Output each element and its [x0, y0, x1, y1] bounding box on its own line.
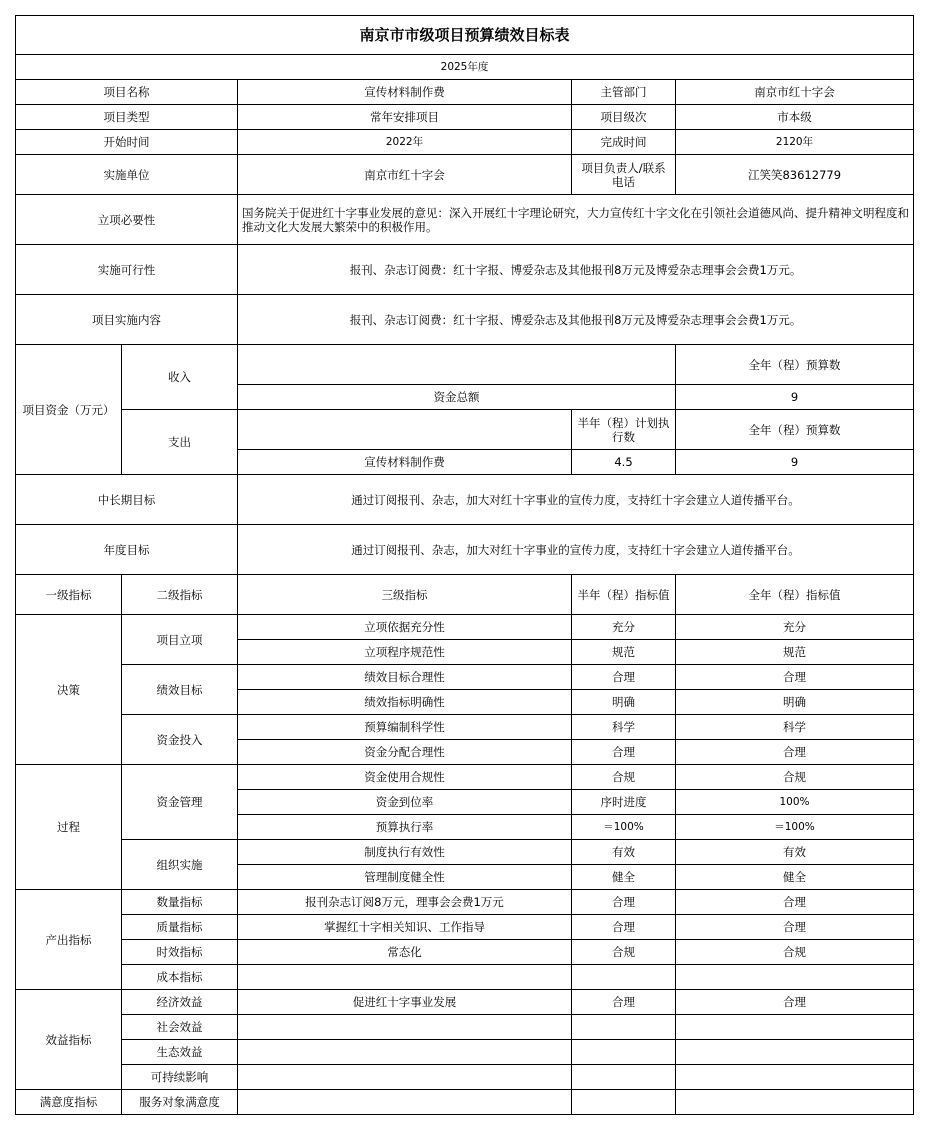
half-value [572, 1090, 676, 1115]
start-time-label: 开始时间 [16, 130, 238, 155]
expense-item: 宣传材料制作费 [238, 450, 572, 475]
income-label: 收入 [122, 345, 238, 410]
l3-cell [238, 1040, 572, 1065]
full-value: 合规 [676, 940, 914, 965]
l2-quantity: 数量指标 [122, 890, 238, 915]
l3-cell [238, 1090, 572, 1115]
full-value: 合理 [676, 990, 914, 1015]
start-time: 2022年 [238, 130, 572, 155]
l2-fund-management: 资金管理 [122, 765, 238, 840]
full-value: 科学 [676, 715, 914, 740]
l2-fund-input: 资金投入 [122, 715, 238, 765]
half-value: 合理 [572, 665, 676, 690]
content-text: 报刊、杂志订阅费：红十字报、博爱杂志及其他报刊8万元及博爱杂志理事会会费1万元。 [238, 295, 914, 345]
full-value: 规范 [676, 640, 914, 665]
l2-timeliness: 时效指标 [122, 940, 238, 965]
l3-cell: 制度执行有效性 [238, 840, 572, 865]
performance-target-table [15, 15, 914, 1115]
half-value: 合规 [572, 765, 676, 790]
half-value: 规范 [572, 640, 676, 665]
l3-cell: 预算执行率 [238, 815, 572, 840]
l1-decision: 决策 [16, 615, 122, 765]
expense-blank [238, 410, 572, 450]
l3-cell: 绩效目标合理性 [238, 665, 572, 690]
content-label: 项目实施内容 [16, 295, 238, 345]
dept-value: 南京市红十字会 [676, 80, 914, 105]
project-level: 市本级 [676, 105, 914, 130]
full-value: 合理 [676, 740, 914, 765]
income-blank [238, 345, 676, 385]
l3-cell: 立项程序规范性 [238, 640, 572, 665]
full-value: 有效 [676, 840, 914, 865]
half-value: 明确 [572, 690, 676, 715]
funds-label: 项目资金（万元） [16, 345, 122, 475]
project-level-label: 项目级次 [572, 105, 676, 130]
half-value [572, 1065, 676, 1090]
l3-cell [238, 1015, 572, 1040]
l3-cell [238, 1065, 572, 1090]
expense-label: 支出 [122, 410, 238, 475]
full-value [676, 1090, 914, 1115]
unit-value: 南京市红十字会 [238, 155, 572, 195]
full-value: 合理 [676, 665, 914, 690]
feasibility-label: 实施可行性 [16, 245, 238, 295]
half-value [572, 965, 676, 990]
l2-sustainable: 可持续影响 [122, 1065, 238, 1090]
expense-item-full: 9 [676, 450, 914, 475]
full-value: 合理 [676, 915, 914, 940]
header-l2: 二级指标 [122, 575, 238, 615]
l1-process: 过程 [16, 765, 122, 890]
header-full: 全年（程）指标值 [676, 575, 914, 615]
half-value: 合规 [572, 940, 676, 965]
l2-service-satisfaction: 服务对象满意度 [122, 1090, 238, 1115]
expense-half-year-header: 半年（程）计划执行数 [572, 410, 676, 450]
long-term-label: 中长期目标 [16, 475, 238, 525]
l3-cell: 立项依据充分性 [238, 615, 572, 640]
l2-project-approval: 项目立项 [122, 615, 238, 665]
l2-quality: 质量指标 [122, 915, 238, 940]
full-value: 合理 [676, 890, 914, 915]
project-name: 宣传材料制作费 [238, 80, 572, 105]
unit-label: 实施单位 [16, 155, 238, 195]
half-value: 科学 [572, 715, 676, 740]
half-value [572, 1015, 676, 1040]
half-value: 健全 [572, 865, 676, 890]
expense-full-year-header: 全年（程）预算数 [676, 410, 914, 450]
income-full-year-header: 全年（程）预算数 [676, 345, 914, 385]
half-value: 充分 [572, 615, 676, 640]
leader-label: 项目负责人/联系电话 [572, 155, 676, 195]
end-time: 2120年 [676, 130, 914, 155]
l3-cell [238, 965, 572, 990]
l3-cell: 资金到位率 [238, 790, 572, 815]
l3-cell: 报刊杂志订阅8万元，理事会会费1万元 [238, 890, 572, 915]
feasibility-text: 报刊、杂志订阅费：红十字报、博爱杂志及其他报刊8万元及博爱杂志理事会会费1万元。 [238, 245, 914, 295]
l1-benefit: 效益指标 [16, 990, 122, 1090]
l2-performance-target: 绩效目标 [122, 665, 238, 715]
l3-cell: 资金使用合规性 [238, 765, 572, 790]
annual-text: 通过订阅报刊、杂志，加大对红十字事业的宣传力度，支持红十字会建立人道传播平台。 [238, 525, 914, 575]
expense-item-half: 4.5 [572, 450, 676, 475]
leader-value: 江笑笑83612779 [676, 155, 914, 195]
annual-label: 年度目标 [16, 525, 238, 575]
l3-cell: 资金分配合理性 [238, 740, 572, 765]
full-value: 健全 [676, 865, 914, 890]
half-value: 合理 [572, 990, 676, 1015]
total-value: 9 [676, 385, 914, 410]
project-type: 常年安排项目 [238, 105, 572, 130]
half-value: 合理 [572, 740, 676, 765]
necessity-label: 立项必要性 [16, 195, 238, 245]
half-value [572, 1040, 676, 1065]
full-value: 充分 [676, 615, 914, 640]
l3-cell: 预算编制科学性 [238, 715, 572, 740]
l3-cell: 常态化 [238, 940, 572, 965]
full-value: 合规 [676, 765, 914, 790]
half-value: 有效 [572, 840, 676, 865]
l3-cell: 绩效指标明确性 [238, 690, 572, 715]
half-value: 合理 [572, 915, 676, 940]
end-time-label: 完成时间 [572, 130, 676, 155]
l2-ecological: 生态效益 [122, 1040, 238, 1065]
half-value: 合理 [572, 890, 676, 915]
full-value [676, 1015, 914, 1040]
l3-cell: 掌握红十字相关知识、工作指导 [238, 915, 572, 940]
header-l3: 三级指标 [238, 575, 572, 615]
header-half: 半年（程）指标值 [572, 575, 676, 615]
full-value: 明确 [676, 690, 914, 715]
l2-organization: 组织实施 [122, 840, 238, 890]
l2-social: 社会效益 [122, 1015, 238, 1040]
table-title: 南京市市级项目预算绩效目标表 [16, 16, 914, 55]
l1-satisfaction: 满意度指标 [16, 1090, 122, 1115]
year-label: 2025年度 [16, 55, 914, 80]
half-value: 序时进度 [572, 790, 676, 815]
necessity-text: 国务院关于促进红十字事业发展的意见：深入开展红十字理论研究，大力宣传红十字文化在引领社会道德风尚、提升精神文明程度和推动文化大发展大繁荣中的积极作用。 [238, 195, 914, 245]
project-type-label: 项目类型 [16, 105, 238, 130]
l3-cell: 促进红十字事业发展 [238, 990, 572, 1015]
half-value: ＝100% [572, 815, 676, 840]
performance-target-sheet [15, 15, 914, 1115]
long-term-text: 通过订阅报刊、杂志，加大对红十字事业的宣传力度，支持红十字会建立人道传播平台。 [238, 475, 914, 525]
l2-cost: 成本指标 [122, 965, 238, 990]
total-label: 资金总额 [238, 385, 676, 410]
project-name-label: 项目名称 [16, 80, 238, 105]
l3-cell: 管理制度健全性 [238, 865, 572, 890]
dept-label: 主管部门 [572, 80, 676, 105]
full-value [676, 1065, 914, 1090]
full-value [676, 965, 914, 990]
full-value: ＝100% [676, 815, 914, 840]
full-value: 100% [676, 790, 914, 815]
l1-output: 产出指标 [16, 890, 122, 990]
l2-economic: 经济效益 [122, 990, 238, 1015]
full-value [676, 1040, 914, 1065]
header-l1: 一级指标 [16, 575, 122, 615]
